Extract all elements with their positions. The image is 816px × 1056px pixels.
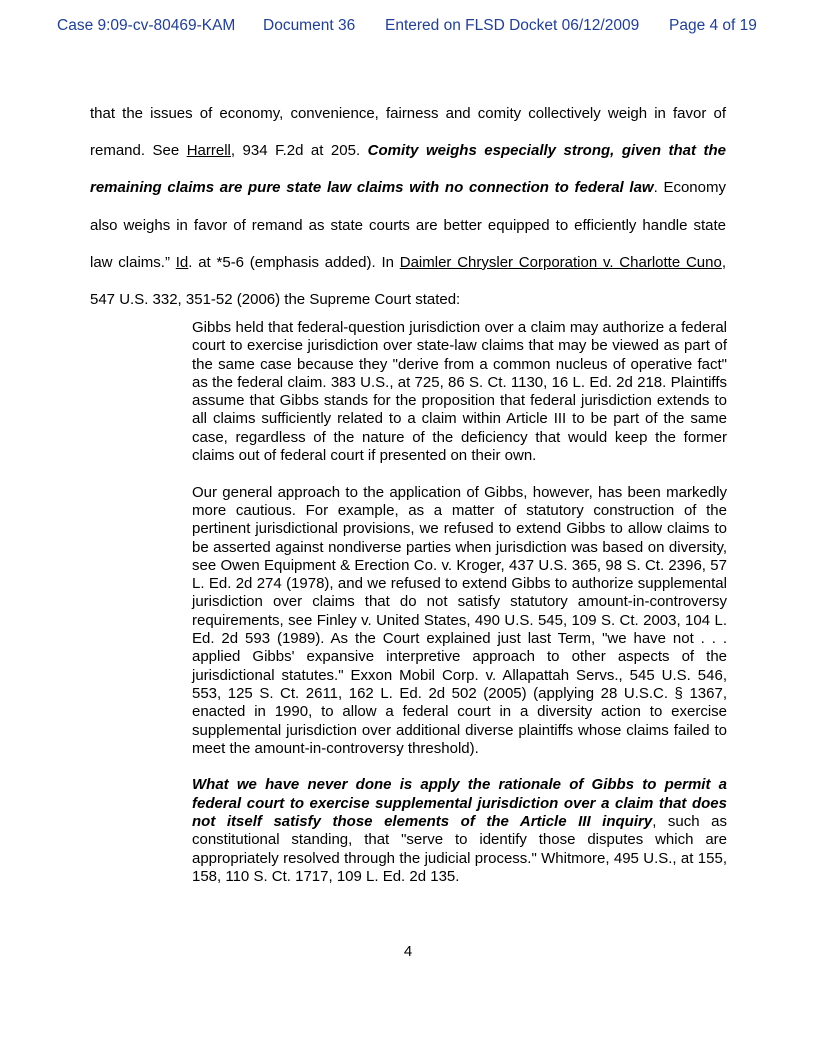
quote-paragraph: Gibbs held that federal-question jurisdiction over a claim may authorize a federal court to exercise jurisdiction over state-law claims that may be viewed as part of the same case because they "derive from a common nucleus of operative fact" as the federal claim. 383 U.S., at 725, 86 S. Ct. 1130, 16 L. Ed. 2d 218. Plaintiffs assume that Gibbs stands for the proposition that federal jurisdiction extends to all claims sufficiently related to a claim within Article III to be part of the same case, regardless of the nature of the deficiency that would keep the former claims out of federal court if presented on their own. bbox=[192, 319, 727, 465]
docket-entry-date: Entered on FLSD Docket 06/12/2009 bbox=[385, 17, 640, 34]
body-line: also weighs in favor of remand as state courts are better equipped to efficiently handle state bbox=[90, 216, 726, 234]
page-count: Page 4 of 19 bbox=[669, 17, 757, 34]
emphasized-text: remaining claims are pure state law claims with no connection to federal law bbox=[90, 179, 654, 197]
document-number: Document 36 bbox=[263, 17, 356, 34]
quote-paragraph: Our general approach to the application of Gibbs, however, has been markedly more cautious. For example, as a matter of statutory construction of the pertinent jurisdictional provisions, we refused to extend Gibbs to allow claims to be asserted against nondiverse parties when jurisdiction was based on diversity, see Owen Equipment & Erection Co. v. Kroger, 437 U.S. 365, 98 S. Ct. 2396, 57 L. Ed. 2d 274 (1978), and we refused to extend Gibbs to authorize supplemental jurisdiction over claims that do not satisfy statutory amount-in-controversy requirements, see Finley v. United States, 490 U.S. 545, 109 S. Ct. 2003, 104 L. Ed. 2d 593 (1989). As the Court explained just last Term, "we have not . . . applied Gibbs' expansive interpretive approach to other aspects of the jurisdictional statutes." Exxon Mobil Corp. v. Allapattah Servs., 545 U.S. 546, 553, 125 S. Ct. 2611, 162 L. Ed. 2d 502 (2005) (applying 28 U.S.C. § 1367, enacted in 1990, to allow a federal court in a diversity action to exercise supplemental jurisdiction over additional diverse plaintiffs whose claims failed to meet the amount-in-controversy threshold). bbox=[192, 483, 727, 757]
page-number: 4 bbox=[403, 943, 413, 960]
body-line: remaining claims are pure state law claims with no connection to federal law. Economy bbox=[90, 179, 726, 197]
emphasized-text: What we have never done is apply the rationale of Gibbs to permit a federal court to exercise supplemental jurisdiction over a claim that does not itself satisfy those elements of the Article III inquiry bbox=[192, 776, 727, 831]
quote-paragraph: What we have never done is apply the rationale of Gibbs to permit a federal court to exercise supplemental jurisdiction over a claim that does not itself satisfy those elements of the Article III inquiry, such as constitutional standing, that "serve to identify those disputes which are appropriately resolved through the judicial process." Whitmore, 495 U.S., at 155, 158, 110 S. Ct. 1717, 109 L. Ed. 2d 135. bbox=[192, 776, 727, 885]
body-paragraph bbox=[90, 95, 726, 318]
case-citation: Daimler Chrysler Corporation v. Charlotte Cuno bbox=[399, 253, 722, 271]
case-citation: Harrell bbox=[186, 142, 231, 160]
block-quote bbox=[192, 319, 727, 905]
emphasized-text: Comity weighs especially strong, given that the bbox=[367, 142, 726, 160]
docket-header bbox=[0, 17, 816, 37]
body-line: law claims.” Id. at *5-6 (emphasis added). In Daimler Chrysler Corporation v. Charlotte Cuno, bbox=[90, 253, 726, 271]
body-line: that the issues of economy, convenience, fairness and comity collectively weigh in favor of bbox=[90, 105, 726, 122]
case-number: Case 9:09-cv-80469-KAM bbox=[57, 17, 236, 34]
body-line: remand. See Harrell, 934 F.2d at 205. Comity weighs especially strong, given that the bbox=[90, 142, 726, 160]
body-line: 547 U.S. 332, 351-52 (2006) the Supreme Court stated: bbox=[90, 290, 461, 308]
id-citation: Id bbox=[175, 253, 189, 271]
